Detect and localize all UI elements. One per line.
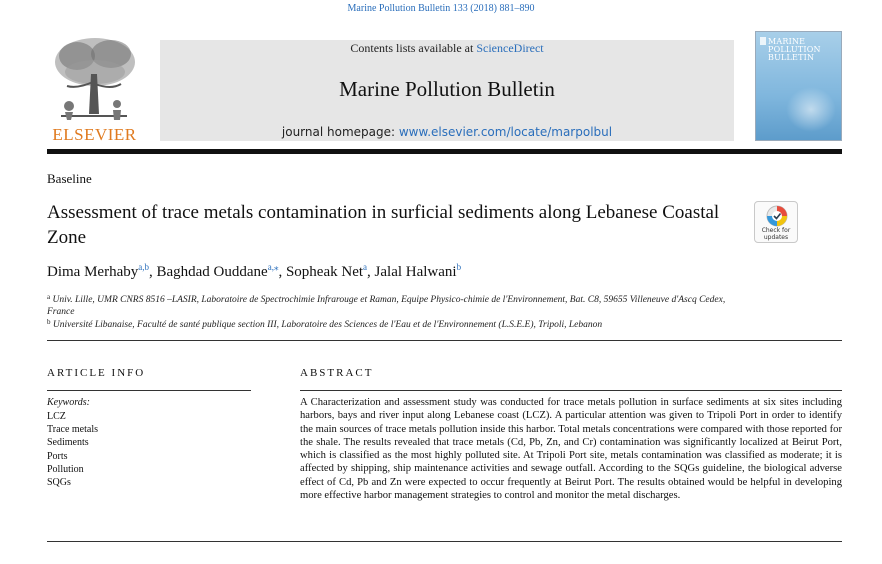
affiliation-a [47,291,747,318]
homepage-prefix: journal homepage: [281,125,399,139]
affiliation-mark: b [47,318,51,326]
abstract-rule [300,390,842,391]
contents-available-line [160,41,734,56]
keyword-item: SQGs [47,477,71,489]
author-name[interactable]: Sopheak Net [285,264,364,280]
article-info-heading: ARTICLE INFO [47,367,146,379]
affiliation-text: Univ. Lille, UMR CNRS 8516 –LASIR, Laboratoire de Spectrochimie Infrarouge et Raman, Equipe Physico-chimie de l'Environnement, Bat. C8, 59655 Villeneuve d'Ascq Cedex, France [47,295,726,317]
article-section-type: Baseline [47,171,92,186]
keyword-item: LCZ [47,411,66,422]
cover-title: MARINE POLLUTION BULLETIN [768,37,821,62]
keyword-item: Ports [47,450,68,462]
affiliation-text: Université Libanaise, Faculté de santé publique section III, Laboratoire des Sciences de l'Eau et de l'Environnement (L.S.E.E), Tripoli, Lebanon [52,320,603,330]
journal-citation[interactable]: Marine Pollution Bulletin 133 (2018) 881–890 [347,3,535,14]
journal-title: Marine Pollution Bulletin [339,77,555,101]
contents-prefix: Contents lists available at [350,41,477,55]
elsevier-tree-icon [47,34,142,124]
abstract-bottom-divider [47,541,842,542]
abstract-heading: ABSTRACT [300,367,374,379]
check-for-updates-button[interactable] [754,201,798,243]
cover-artwork [786,87,836,132]
header-divider [47,149,842,154]
article-info-rule [47,390,251,391]
keyword-item: Sediments [47,437,89,449]
affiliation-b [47,316,842,331]
author-affiliation-mark[interactable]: a [363,262,368,272]
journal-homepage-link[interactable]: www.elsevier.com/locate/marpolbul [398,125,613,139]
affiliation-mark: a [47,293,51,301]
check-for-updates-label: Check for updates [761,227,791,241]
sciencedirect-link[interactable]: ScienceDirect [476,41,544,55]
keywords-label: Keywords: [47,397,90,408]
elsevier-logo[interactable] [47,34,142,142]
author-list [47,262,461,281]
cover-publisher-icon [760,37,766,45]
journal-cover-thumbnail[interactable] [755,31,842,141]
author-name[interactable]: Baghdad Ouddane [156,264,268,280]
author-affiliation-mark[interactable]: a,b [138,262,149,272]
author-affiliation-mark[interactable]: b [456,262,462,272]
author-affiliation-mark[interactable]: a,⁎ [267,262,279,272]
crossmark-icon [766,205,788,227]
journal-homepage-line [160,125,734,139]
keyword-item: Trace metals [47,424,99,436]
abstract-text: A Characterization and assessment study was conducted for trace metals pollution in surface sediments at six sites including harbors, bays and river input along Lebanese coast (LCZ). A particular attention was given to Tripoli Port in order to identify the main sources of trace metals pollution inside this harbor. Total metals concentrations were compared with those reported for the shale. The results revealed that trace metals (Cd, Pb, Zn, and Cr) contamination was significantly localized at Beirut Port, which is classified as the most highly polluted site. At Tripoli Port site, metals contamination was classified as moderate; it is affected by shipping, ship maintenance activities and sewage outfall. According to the SQGs guideline, the biological adverse effect of Cd, Pb and Zn were expected to occur frequently at Beirut Port. The results obtained would be helpful in developing more effective harbor management strategies to control and monitor the metal discharges. [300,397,842,502]
front-matter-divider [47,340,842,341]
author-separator: , [367,264,375,280]
author-name[interactable]: Dima Merhaby [47,264,139,280]
journal-header-band [160,40,734,141]
author-separator: , [278,264,286,280]
author-separator: , [148,264,157,280]
elsevier-wordmark: ELSEVIER [52,125,137,144]
paper-title: Assessment of trace metals contamination in surficial sediments along Lebanese Coastal Zone [47,202,720,248]
keyword-item: Pollution [47,463,84,475]
keywords-list [47,410,98,489]
author-name[interactable]: Jalal Halwani [374,264,457,280]
